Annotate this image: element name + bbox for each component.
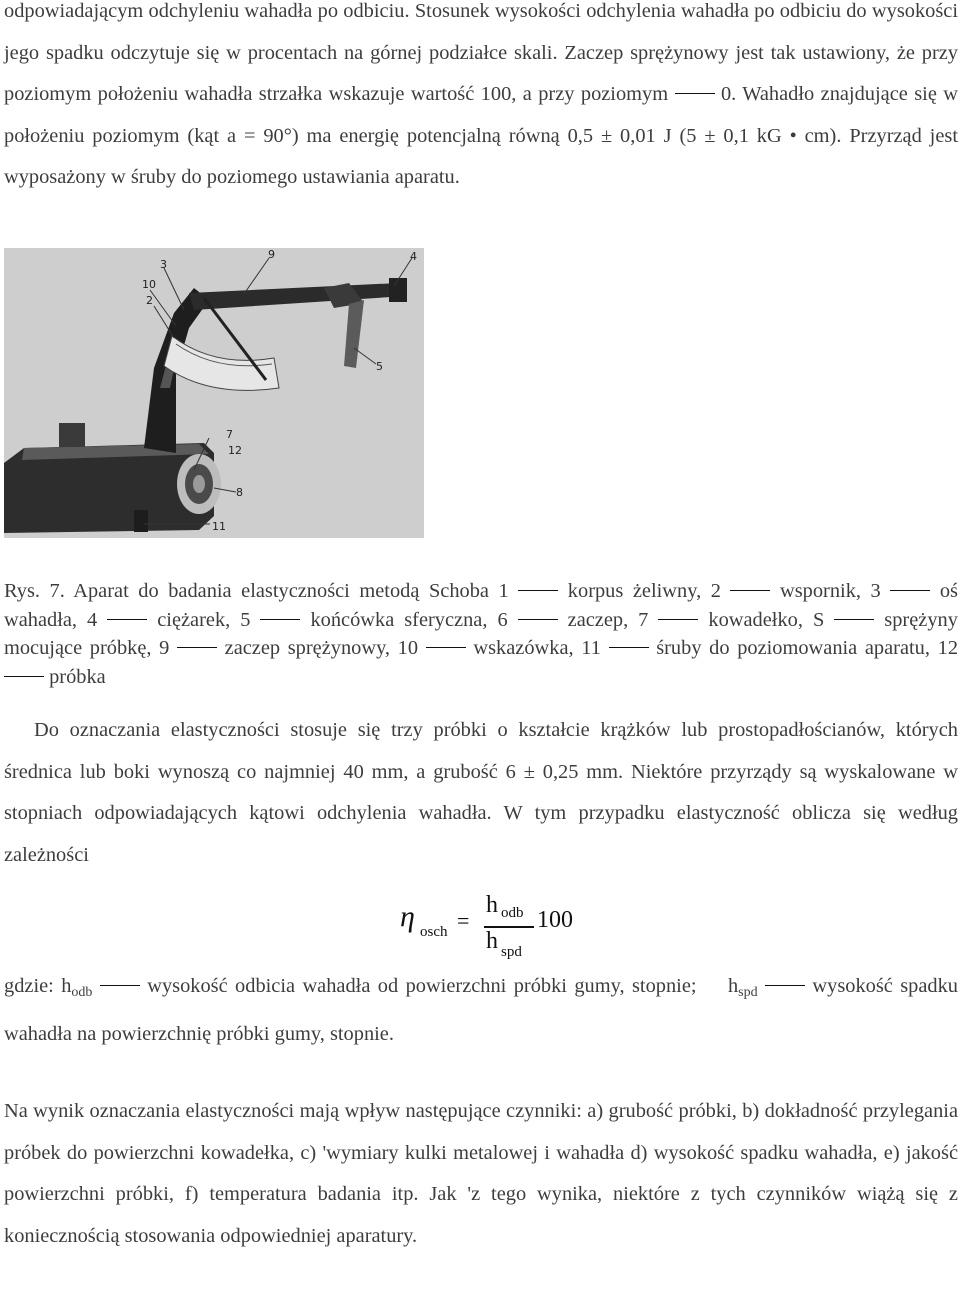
method-paragraph: Do oznaczania elastyczności stosuje się trzy próbki o kształcie krążków lub prostopadłościanów, których średnica lub boki wynoszą co najmniej 40 mm, a grubość 6 ± 0,25 mm. Niektóre przyrządy są wyskalowane w stopniach odpowiadających kątowi odchylenia wahadła. W tym przypadku elastyczność oblicza się według zależności (4, 719, 958, 866)
em-dash (100, 985, 140, 986)
figure-label: 8 (236, 486, 243, 499)
figure-label: 3 (160, 258, 167, 271)
figure-label: 2 (146, 294, 153, 307)
em-dash (4, 676, 44, 677)
apparatus-photo (4, 248, 424, 538)
symbol-legend-paragraph: gdzie: $h_{odb}$ wysokość odbicia wahadła od powierzchni próbki gumy, stopnie; $h_{spd}$ wysokość spadku wahadła na powierzchnię próbki gumy, stopnie. (4, 975, 959, 1045)
em-dash (518, 590, 558, 591)
formula-equals: = (457, 908, 470, 933)
em-dash (107, 619, 147, 620)
em-dash (834, 619, 874, 620)
formula-eta: η (400, 900, 415, 933)
em-dash (609, 647, 649, 648)
figure-label: 5 (376, 360, 383, 373)
figure-label: 7 (226, 428, 233, 441)
figure-label: 9 (268, 248, 275, 261)
figure-label: 12 (228, 444, 242, 457)
intro-paragraph: odpowiadającym odchyleniu wahadła po odbiciu. Stosunek wysokości odchylenia wahadła po odbiciu do wysokości jego spadku odczytuje się w procentach na górnej podziałce skali. Zaczep sprężynowy jest tak ustawiony, że przy poziomym położeniu wahadła strzałka wskazuje wartość 100, a przy poziomym 0. Wahadło znajdujące się w położeniu poziomym (kąt a = 90°) ma energię potencjalną równą 0,5 ± 0,01 J (5 ± 0,1 kG • cm). Przyrząd jest wyposażony w śruby do poziomego ustawiania aparatu. (4, 0, 958, 189)
elasticity-formula (400, 888, 640, 972)
em-dash (675, 93, 715, 94)
em-dash (890, 590, 930, 591)
figure-caption: Rys. 7. Aparat do badania elastyczności metodą Schoba 1 korpus żeliwny, 2 wspornik, 3 oś wahadła, 4 ciężarek, 5 końcówka sferyczna, 6 zaczep, 7 kowadełko, S sprężyny mocujące próbkę, 9 zaczep sprężynowy, 10 wskazówka, 11 śruby do poziomowania aparatu, 12 próbka (4, 580, 959, 689)
formula-numerator: h (486, 892, 498, 918)
factors-paragraph: Na wynik oznaczania elastyczności mają wpływ następujące czynniki: a) grubość próbki, b) dokładność przylegania próbek do powierzchni kowadełka, c) 'wymiary kulki metalowej i wahadła d) wysokość spadku wahadła, e) jakość powierzchni próbki, f) temperatura badania itp. Jak 'z tego wynika, niektóre z tych czynników wiążą się z koniecznością stosowania odpowiedniej aparatury. (4, 1100, 958, 1247)
formula-eta-subscript: osch (420, 924, 448, 940)
formula-denominator-subscript: spd (501, 944, 522, 960)
em-dash (177, 647, 217, 648)
formula-denominator: h (486, 928, 498, 954)
em-dash (658, 619, 698, 620)
em-dash (765, 985, 805, 986)
formula-factor: 100 (537, 907, 573, 933)
em-dash (426, 647, 466, 648)
figure-label: 10 (142, 278, 156, 291)
em-dash (260, 619, 300, 620)
em-dash (518, 619, 558, 620)
formula-numerator-subscript: odb (501, 905, 524, 921)
figure-label: 11 (212, 520, 226, 533)
figure-label: 4 (410, 250, 417, 263)
em-dash (730, 590, 770, 591)
